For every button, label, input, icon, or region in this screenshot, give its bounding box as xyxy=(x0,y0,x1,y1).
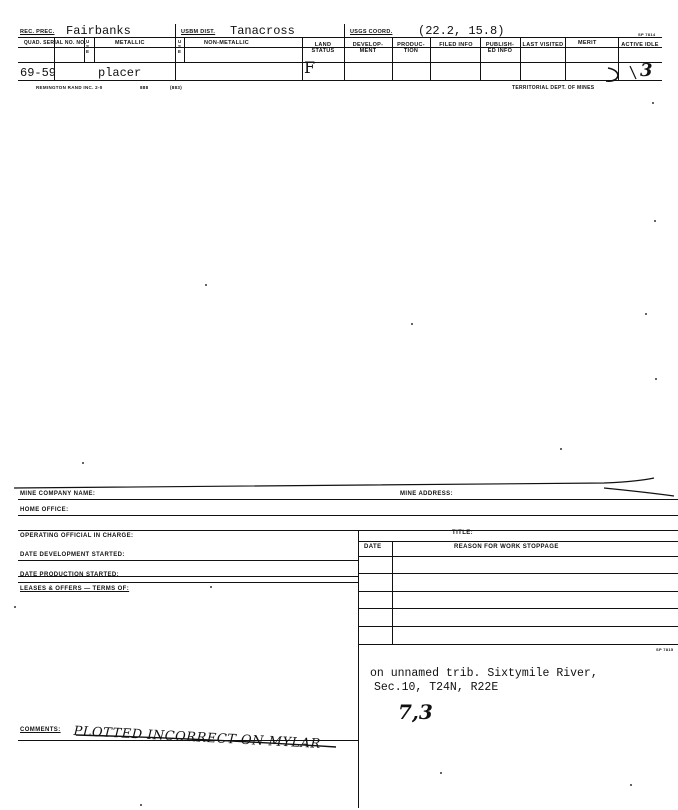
title-label: TITLE: xyxy=(452,530,474,536)
reason-column-header: REASON FOR WORK STOPPAGE xyxy=(454,544,559,550)
col-nonmetallic: NON-METALLIC xyxy=(204,40,250,46)
location-line-1: on unnamed trib. Sixtymile River, xyxy=(370,667,598,680)
home-office-label: HOME OFFICE: xyxy=(20,507,69,513)
location-line-2: Sec.10, T24N, R22E xyxy=(374,681,499,694)
rec-prec-label: REC. PREC. xyxy=(20,29,55,35)
comments-handwritten: PLOTTED INCORRECT ON MYLAR xyxy=(73,724,322,752)
col-metallic: METALLIC xyxy=(115,40,145,46)
land-status-value: F xyxy=(304,58,316,77)
col-development: DEVELOP- MENT xyxy=(352,42,384,54)
form-number: SP 7814 xyxy=(638,32,656,37)
rec-prec-value: Fairbanks xyxy=(66,24,131,38)
comments-strike-through xyxy=(74,726,344,750)
mine-address-label: MINE ADDRESS: xyxy=(400,491,453,497)
operating-official-label: OPERATING OFFICIAL IN CHARGE: xyxy=(20,533,134,539)
col-last-visited: LAST VISITED xyxy=(522,42,564,48)
print-code-1: 888 xyxy=(140,85,149,90)
usgs-coord-value: (22.2, 15.8) xyxy=(418,24,505,38)
col-active-idle: ACTIVE IDLE xyxy=(621,42,659,48)
comments-label: COMMENTS: xyxy=(20,727,61,733)
usgs-coord-label: USGS COORD. xyxy=(350,29,393,35)
col-use-nonmetallic: U S E xyxy=(178,39,182,54)
active-idle-mark: 3 xyxy=(640,60,653,81)
col-use-metallic: U S E xyxy=(86,39,90,54)
printer-imprint: REMINGTON RAND INC. 2-0 xyxy=(36,85,103,90)
col-land-status: LAND STATUS xyxy=(311,42,335,54)
col-quad-serial: QUAD. SERIAL NO. NO. xyxy=(23,40,87,46)
usbm-dist-value: Tanacross xyxy=(230,24,295,38)
usbm-dist-label: USBM DIST. xyxy=(181,29,216,35)
form-number-2: SP 7815 xyxy=(656,647,674,652)
department-imprint: TERRITORIAL DEPT. OF MINES xyxy=(512,85,595,91)
handwritten-mark: 7,3 xyxy=(398,700,433,724)
mine-company-name-label: MINE COMPANY NAME: xyxy=(20,491,96,497)
print-code-2: (883) xyxy=(170,85,183,90)
serial-number-value: 69-59 xyxy=(20,66,57,80)
col-published-info: PUBLISH- ED INFO xyxy=(485,42,515,54)
metallic-value: placer xyxy=(98,66,142,80)
date-development-label: DATE DEVELOPMENT STARTED: xyxy=(20,552,125,558)
top-rule xyxy=(14,474,678,500)
date-column-header: DATE xyxy=(364,544,382,550)
col-production: PRODUC- TION xyxy=(397,42,425,54)
merit-check-mark xyxy=(600,64,640,84)
col-filed-info: FILED INFO xyxy=(439,42,473,48)
col-merit: MERIT xyxy=(578,40,597,46)
leases-offers-label: LEASES & OFFERS — TERMS OF: xyxy=(20,586,130,592)
date-production-label: DATE PRODUCTION STARTED: xyxy=(20,572,120,578)
